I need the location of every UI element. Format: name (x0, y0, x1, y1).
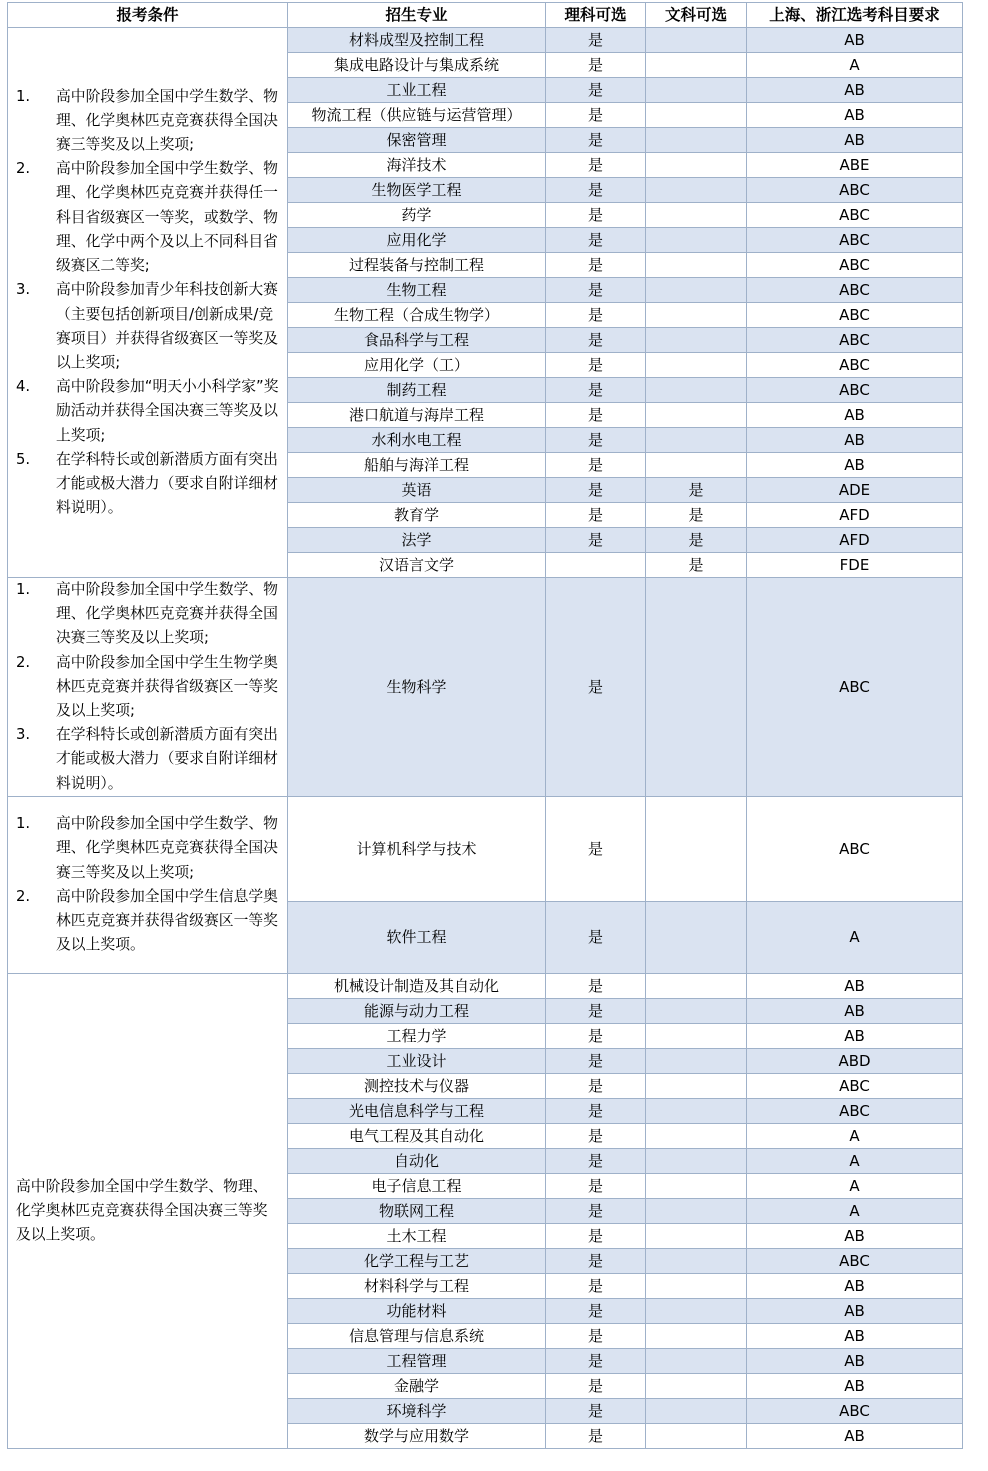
science-cell: 是 (546, 153, 646, 178)
requirement-cell: ABD (747, 1048, 963, 1073)
science-cell: 是 (546, 1248, 646, 1273)
admission-table (7, 2, 963, 1449)
science-cell: 是 (546, 1148, 646, 1173)
science-cell: 是 (546, 998, 646, 1023)
major-cell: 电气工程及其自动化 (288, 1123, 546, 1148)
requirement-cell: ABC (747, 578, 963, 797)
major-cell: 机械设计制造及其自动化 (288, 973, 546, 998)
major-cell: 生物工程（合成生物学） (288, 303, 546, 328)
table-row (8, 796, 963, 901)
major-cell: 汉语言文学 (288, 553, 546, 578)
arts-cell (646, 1123, 747, 1148)
major-cell: 生物科学 (288, 578, 546, 797)
condition-number: 5. (16, 450, 31, 468)
requirement-cell: AB (747, 1223, 963, 1248)
science-cell: 是 (546, 1048, 646, 1073)
major-cell: 物流工程（供应链与运营管理） (288, 103, 546, 128)
science-cell: 是 (546, 901, 646, 973)
arts-cell (646, 1348, 747, 1373)
condition-text: 高中阶段参加青少年科技创新大赛（主要包括创新项目/创新成果/竞赛项目）并获得省级赛区一等奖及以上奖项; (56, 281, 278, 371)
arts-cell (646, 796, 747, 901)
arts-cell (646, 403, 747, 428)
major-cell: 土木工程 (288, 1223, 546, 1248)
arts-cell (646, 278, 747, 303)
science-cell: 是 (546, 303, 646, 328)
header-requirement: 上海、浙江选考科目要求 (747, 3, 963, 28)
science-cell: 是 (546, 378, 646, 403)
major-cell: 计算机科学与技术 (288, 796, 546, 901)
arts-cell (646, 1273, 747, 1298)
arts-cell (646, 1298, 747, 1323)
arts-cell (646, 1148, 747, 1173)
science-cell: 是 (546, 328, 646, 353)
major-cell: 生物医学工程 (288, 178, 546, 203)
condition-cell (8, 578, 288, 797)
arts-cell (646, 1423, 747, 1448)
condition-item (16, 885, 279, 958)
major-cell: 水利水电工程 (288, 428, 546, 453)
science-cell: 是 (546, 1223, 646, 1248)
condition-text: 高中阶段参加全国中学生数学、物理、化学奥林匹克竞赛获得全国决赛三等奖及以上奖项; (56, 815, 278, 881)
arts-cell (646, 1073, 747, 1098)
arts-cell (646, 1373, 747, 1398)
major-cell: 工业工程 (288, 78, 546, 103)
science-cell: 是 (546, 973, 646, 998)
requirement-cell: ABC (747, 253, 963, 278)
requirement-cell: ABC (747, 178, 963, 203)
science-cell: 是 (546, 1423, 646, 1448)
requirement-cell: A (747, 1173, 963, 1198)
condition-item (16, 278, 279, 375)
requirement-cell: AB (747, 1348, 963, 1373)
arts-cell (646, 1048, 747, 1073)
major-cell: 环境科学 (288, 1398, 546, 1423)
header-condition: 报考条件 (8, 3, 288, 28)
condition-text: 高中阶段参加全国中学生信息学奥林匹克竞赛并获得省级赛区一等奖及以上奖项。 (56, 887, 278, 954)
requirement-cell: AB (747, 1023, 963, 1048)
requirement-cell: AB (747, 973, 963, 998)
arts-cell (646, 353, 747, 378)
science-cell: 是 (546, 1198, 646, 1223)
arts-cell (646, 128, 747, 153)
requirement-cell: A (747, 1198, 963, 1223)
major-cell: 材料科学与工程 (288, 1273, 546, 1298)
major-cell: 海洋技术 (288, 153, 546, 178)
header-arts: 文科可选 (646, 3, 747, 28)
science-cell: 是 (546, 278, 646, 303)
condition-item (16, 578, 279, 651)
condition-number: 4. (16, 378, 31, 396)
major-cell: 信息管理与信息系统 (288, 1323, 546, 1348)
condition-number: 1. (16, 87, 31, 105)
science-cell: 是 (546, 1298, 646, 1323)
science-cell: 是 (546, 178, 646, 203)
requirement-cell: AB (747, 128, 963, 153)
arts-cell: 是 (646, 553, 747, 578)
requirement-cell: AB (747, 28, 963, 53)
requirement-cell: ABC (747, 303, 963, 328)
arts-cell (646, 428, 747, 453)
requirement-cell: AFD (747, 503, 963, 528)
arts-cell (646, 1323, 747, 1348)
science-cell: 是 (546, 253, 646, 278)
requirement-cell: AB (747, 103, 963, 128)
condition-text: 高中阶段参加全国中学生数学、物理、化学奥林匹克竞赛并获得任一科目省级赛区一等奖，或数学、物理、化学中两个及以上不同科目省级赛区二等奖; (56, 160, 278, 275)
arts-cell (646, 153, 747, 178)
science-cell: 是 (546, 203, 646, 228)
science-cell: 是 (546, 503, 646, 528)
condition-item (16, 448, 279, 521)
requirement-cell: AB (747, 1298, 963, 1323)
arts-cell (646, 78, 747, 103)
science-cell: 是 (546, 1023, 646, 1048)
arts-cell (646, 1248, 747, 1273)
condition-item (16, 651, 279, 724)
science-cell: 是 (546, 103, 646, 128)
requirement-cell: ABC (747, 1248, 963, 1273)
major-cell: 工业设计 (288, 1048, 546, 1073)
major-cell: 生物工程 (288, 278, 546, 303)
science-cell: 是 (546, 1173, 646, 1198)
requirement-cell: FDE (747, 553, 963, 578)
science-cell: 是 (546, 1098, 646, 1123)
requirement-cell: ABC (747, 1098, 963, 1123)
major-cell: 功能材料 (288, 1298, 546, 1323)
science-cell: 是 (546, 453, 646, 478)
science-cell: 是 (546, 578, 646, 797)
requirement-cell: ABC (747, 796, 963, 901)
major-cell: 应用化学 (288, 228, 546, 253)
arts-cell (646, 303, 747, 328)
condition-number: 2. (16, 887, 31, 905)
science-cell: 是 (546, 478, 646, 503)
requirement-cell: AFD (747, 528, 963, 553)
major-cell: 船舶与海洋工程 (288, 453, 546, 478)
major-cell: 应用化学（工） (288, 353, 546, 378)
major-cell: 软件工程 (288, 901, 546, 973)
arts-cell (646, 1198, 747, 1223)
arts-cell (646, 253, 747, 278)
requirement-cell: ABC (747, 228, 963, 253)
condition-text: 高中阶段参加全国中学生数学、物理、化学奥林匹克竞赛获得全国决赛三等奖及以上奖项。 (16, 1177, 268, 1243)
science-cell: 是 (546, 428, 646, 453)
condition-text: 高中阶段参加全国中学生生物学奥林匹克竞赛并获得省级赛区一等奖及以上奖项; (56, 653, 278, 720)
condition-number: 2. (16, 160, 31, 178)
science-cell: 是 (546, 353, 646, 378)
arts-cell (646, 578, 747, 797)
requirement-cell: AB (747, 403, 963, 428)
science-cell: 是 (546, 796, 646, 901)
science-cell: 是 (546, 1398, 646, 1423)
major-cell: 材料成型及控制工程 (288, 28, 546, 53)
condition-text: 高中阶段参加全国中学生数学、物理、化学奥林匹克竞赛获得全国决赛三等奖及以上奖项; (56, 87, 278, 154)
science-cell: 是 (546, 28, 646, 53)
requirement-cell: AB (747, 1273, 963, 1298)
requirement-cell: ADE (747, 478, 963, 503)
science-cell: 是 (546, 1323, 646, 1348)
condition-cell (8, 796, 288, 973)
major-cell: 物联网工程 (288, 1198, 546, 1223)
arts-cell (646, 28, 747, 53)
major-cell: 药学 (288, 203, 546, 228)
arts-cell: 是 (646, 503, 747, 528)
requirement-cell: ABC (747, 1073, 963, 1098)
requirement-cell: ABE (747, 153, 963, 178)
science-cell: 是 (546, 403, 646, 428)
requirement-cell: ABC (747, 353, 963, 378)
major-cell: 保密管理 (288, 128, 546, 153)
table-row (8, 973, 963, 998)
header-major: 招生专业 (288, 3, 546, 28)
major-cell: 数学与应用数学 (288, 1423, 546, 1448)
requirement-cell: AB (747, 1323, 963, 1348)
requirement-cell: ABC (747, 328, 963, 353)
arts-cell (646, 103, 747, 128)
science-cell: 是 (546, 528, 646, 553)
condition-number: 2. (16, 653, 31, 671)
condition-number: 1. (16, 815, 31, 833)
requirement-cell: ABC (747, 278, 963, 303)
header-row (8, 3, 963, 28)
arts-cell (646, 1173, 747, 1198)
condition-cell (8, 28, 288, 578)
condition-item (16, 85, 279, 158)
major-cell: 化学工程与工艺 (288, 1248, 546, 1273)
science-cell: 是 (546, 228, 646, 253)
requirement-cell: A (747, 53, 963, 78)
arts-cell (646, 1023, 747, 1048)
condition-text: 在学科特长或创新潜质方面有突出才能或极大潜力（要求自附详细材料说明）。 (56, 726, 278, 792)
major-cell: 集成电路设计与集成系统 (288, 53, 546, 78)
condition-item (16, 812, 279, 885)
major-cell: 食品科学与工程 (288, 328, 546, 353)
requirement-cell: AB (747, 998, 963, 1023)
major-cell: 能源与动力工程 (288, 998, 546, 1023)
major-cell: 英语 (288, 478, 546, 503)
condition-number: 1. (16, 581, 31, 598)
major-cell: 金融学 (288, 1373, 546, 1398)
condition-item (16, 723, 279, 796)
requirement-cell: AB (747, 1423, 963, 1448)
requirement-cell: AB (747, 1373, 963, 1398)
arts-cell (646, 228, 747, 253)
arts-cell: 是 (646, 528, 747, 553)
condition-item (16, 157, 279, 278)
major-cell: 电子信息工程 (288, 1173, 546, 1198)
major-cell: 工程管理 (288, 1348, 546, 1373)
major-cell: 教育学 (288, 503, 546, 528)
science-cell: 是 (546, 78, 646, 103)
science-cell: 是 (546, 1273, 646, 1298)
arts-cell: 是 (646, 478, 747, 503)
arts-cell (646, 998, 747, 1023)
arts-cell (646, 1398, 747, 1423)
arts-cell (646, 328, 747, 353)
arts-cell (646, 1098, 747, 1123)
science-cell (546, 553, 646, 578)
arts-cell (646, 1223, 747, 1248)
major-cell: 制药工程 (288, 378, 546, 403)
arts-cell (646, 901, 747, 973)
requirement-cell: ABC (747, 378, 963, 403)
science-cell: 是 (546, 1073, 646, 1098)
major-cell: 测控技术与仪器 (288, 1073, 546, 1098)
condition-text: 高中阶段参加全国中学生数学、物理、化学奥林匹克竞赛并获得全国决赛三等奖及以上奖项; (56, 581, 278, 647)
arts-cell (646, 453, 747, 478)
major-cell: 工程力学 (288, 1023, 546, 1048)
science-cell: 是 (546, 1373, 646, 1398)
requirement-cell: A (747, 1123, 963, 1148)
arts-cell (646, 378, 747, 403)
major-cell: 法学 (288, 528, 546, 553)
arts-cell (646, 203, 747, 228)
header-science: 理科可选 (546, 3, 646, 28)
requirement-cell: AB (747, 453, 963, 478)
condition-number: 3. (16, 726, 31, 744)
condition-text: 在学科特长或创新潜质方面有突出才能或极大潜力（要求自附详细材料说明）。 (56, 450, 278, 517)
arts-cell (646, 973, 747, 998)
requirement-cell: A (747, 901, 963, 973)
major-cell: 港口航道与海岸工程 (288, 403, 546, 428)
science-cell: 是 (546, 1123, 646, 1148)
arts-cell (646, 53, 747, 78)
requirement-cell: AB (747, 78, 963, 103)
condition-cell (8, 973, 288, 1448)
requirement-cell: AB (747, 428, 963, 453)
science-cell: 是 (546, 53, 646, 78)
major-cell: 自动化 (288, 1148, 546, 1173)
table-row (8, 578, 963, 797)
major-cell: 过程装备与控制工程 (288, 253, 546, 278)
science-cell: 是 (546, 128, 646, 153)
requirement-cell: A (747, 1148, 963, 1173)
requirement-cell: ABC (747, 1398, 963, 1423)
condition-text: 高中阶段参加“明天小小科学家”奖励活动并获得全国决赛三等奖及以上奖项; (56, 378, 279, 444)
arts-cell (646, 178, 747, 203)
condition-item (16, 375, 279, 448)
major-cell: 光电信息科学与工程 (288, 1098, 546, 1123)
science-cell: 是 (546, 1348, 646, 1373)
condition-number: 3. (16, 281, 31, 299)
requirement-cell: ABC (747, 203, 963, 228)
table-row (8, 28, 963, 53)
